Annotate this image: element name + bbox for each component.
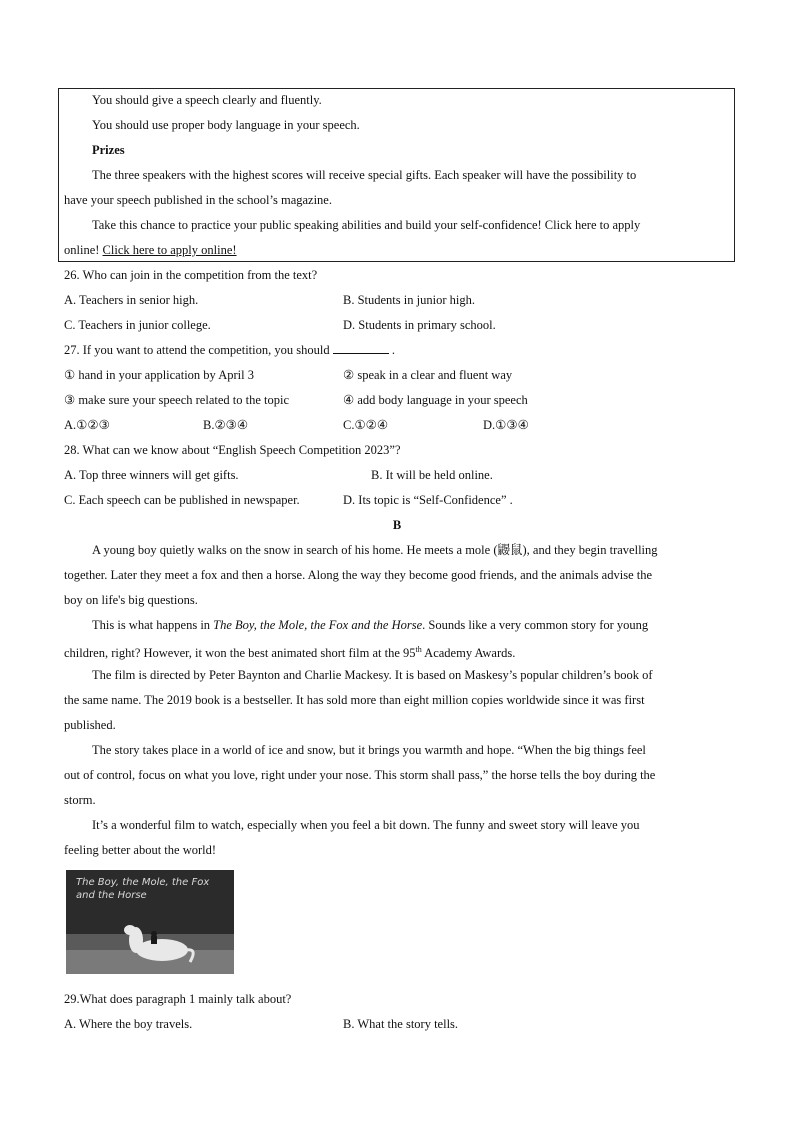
q27-stem: 27. If you want to attend the competition, you should	[64, 343, 330, 357]
passage-p3-line2: the same name. The 2019 book is a bestseller. It has sold more than eight million copies worldwide since it was first	[64, 693, 645, 707]
answer-blank	[333, 342, 389, 354]
apply-online-link[interactable]: Click here to apply online!	[102, 243, 237, 257]
q27-item-2: ② speak in a clear and fluent way	[343, 368, 513, 382]
rule-clear-speech: You should give a speech clearly and fluently.	[92, 93, 322, 107]
passage-p4-line3: storm.	[64, 793, 96, 807]
q26-option-c: C. Teachers in junior college.	[64, 318, 211, 332]
prizes-text-line1: The three speakers with the highest scores will receive special gifts. Each speaker will have the possibility to	[92, 168, 637, 182]
q27-option-d: D.①③④	[483, 418, 529, 432]
passage-p1-line3: boy on life's big questions.	[64, 593, 198, 607]
ordinal-suffix: th	[415, 645, 422, 654]
q26-option-a: A. Teachers in senior high.	[64, 293, 199, 307]
passage-p2-line1	[92, 617, 648, 633]
passage-p4-line2: out of control, focus on what you love, right under your nose. This storm shall pass,” the horse tells the boy during the	[64, 768, 656, 782]
prizes-heading: Prizes	[92, 143, 125, 157]
q27-option-a: A.①②③	[64, 418, 110, 432]
q27-option-b: B.②③④	[203, 418, 249, 432]
passage-p2-text-b: . Sounds like a very common story for young	[422, 618, 649, 632]
section-b-heading: B	[392, 518, 402, 532]
apply-text-start: online!	[64, 243, 100, 257]
passage-p2-text-d: Academy Awards.	[421, 646, 516, 661]
q28-option-a: A. Top three winners will get gifts.	[64, 468, 239, 482]
q26-option-d: D. Students in primary school.	[343, 318, 496, 332]
passage-p4-line1: The story takes place in a world of ice and snow, but it brings you warmth and hope. “When the big things feel	[92, 743, 646, 757]
passage-p5-line1: It’s a wonderful film to watch, especially when you feel a bit down. The funny and sweet story will leave you	[92, 818, 640, 832]
q26-option-b: B. Students in junior high.	[343, 293, 475, 307]
apply-text-line2	[64, 242, 237, 258]
q28-option-c: C. Each speech can be published in newspaper.	[64, 493, 300, 507]
passage-p1-line2: together. Later they meet a fox and then a horse. Along the way they become good friends, and the animals advise the	[64, 568, 653, 582]
q27-item-4: ④ add body language in your speech	[343, 393, 528, 407]
q26-stem: 26. Who can join in the competition from the text?	[64, 268, 318, 282]
passage-p3-line3: published.	[64, 718, 116, 732]
passage-p2-line2	[64, 642, 515, 661]
q29-stem: 29.What does paragraph 1 mainly talk about?	[64, 992, 292, 1006]
film-still-image	[66, 870, 234, 974]
image-caption-lettering: The Boy, the Mole, the Fox and the Horse	[76, 877, 210, 901]
prizes-text-line2: have your speech published in the school’s magazine.	[64, 193, 332, 207]
passage-p3-line1: The film is directed by Peter Baynton and Charlie Mackesy. It is based on Maskesy’s popular children’s book of	[92, 668, 653, 682]
q28-stem: 28. What can we know about “English Speech Competition 2023”?	[64, 443, 401, 457]
passage-p1-line1: A young boy quietly walks on the snow in search of his home. He meets a mole (鼹鼠), and they begin travelling	[92, 543, 658, 557]
rule-body-language: You should use proper body language in your speech.	[92, 118, 360, 132]
q28-option-d: D. Its topic is “Self-Confidence” .	[343, 493, 513, 507]
q29-option-a: A. Where the boy travels.	[64, 1017, 193, 1031]
film-title: The Boy, the Mole, the Fox and the Horse	[213, 618, 423, 632]
q27-stem-line	[64, 342, 395, 358]
passage-p5-line2: feeling better about the world!	[64, 843, 217, 857]
q27-option-c: C.①②④	[343, 418, 389, 432]
q27-item-1: ① hand in your application by April 3	[64, 368, 254, 382]
passage-p2-text-c: children, right? However, it won the best animated short film at the 95	[64, 646, 416, 661]
q27-stem-end: .	[391, 343, 395, 357]
q27-item-3: ③ make sure your speech related to the topic	[64, 393, 290, 407]
apply-text-line1: Take this chance to practice your public speaking abilities and build your self-confidence! Click here to apply	[92, 218, 641, 232]
q29-option-b: B. What the story tells.	[343, 1017, 459, 1031]
passage-p2-text-a: This is what happens in	[92, 618, 211, 632]
q28-option-b: B. It will be held online.	[371, 468, 493, 482]
